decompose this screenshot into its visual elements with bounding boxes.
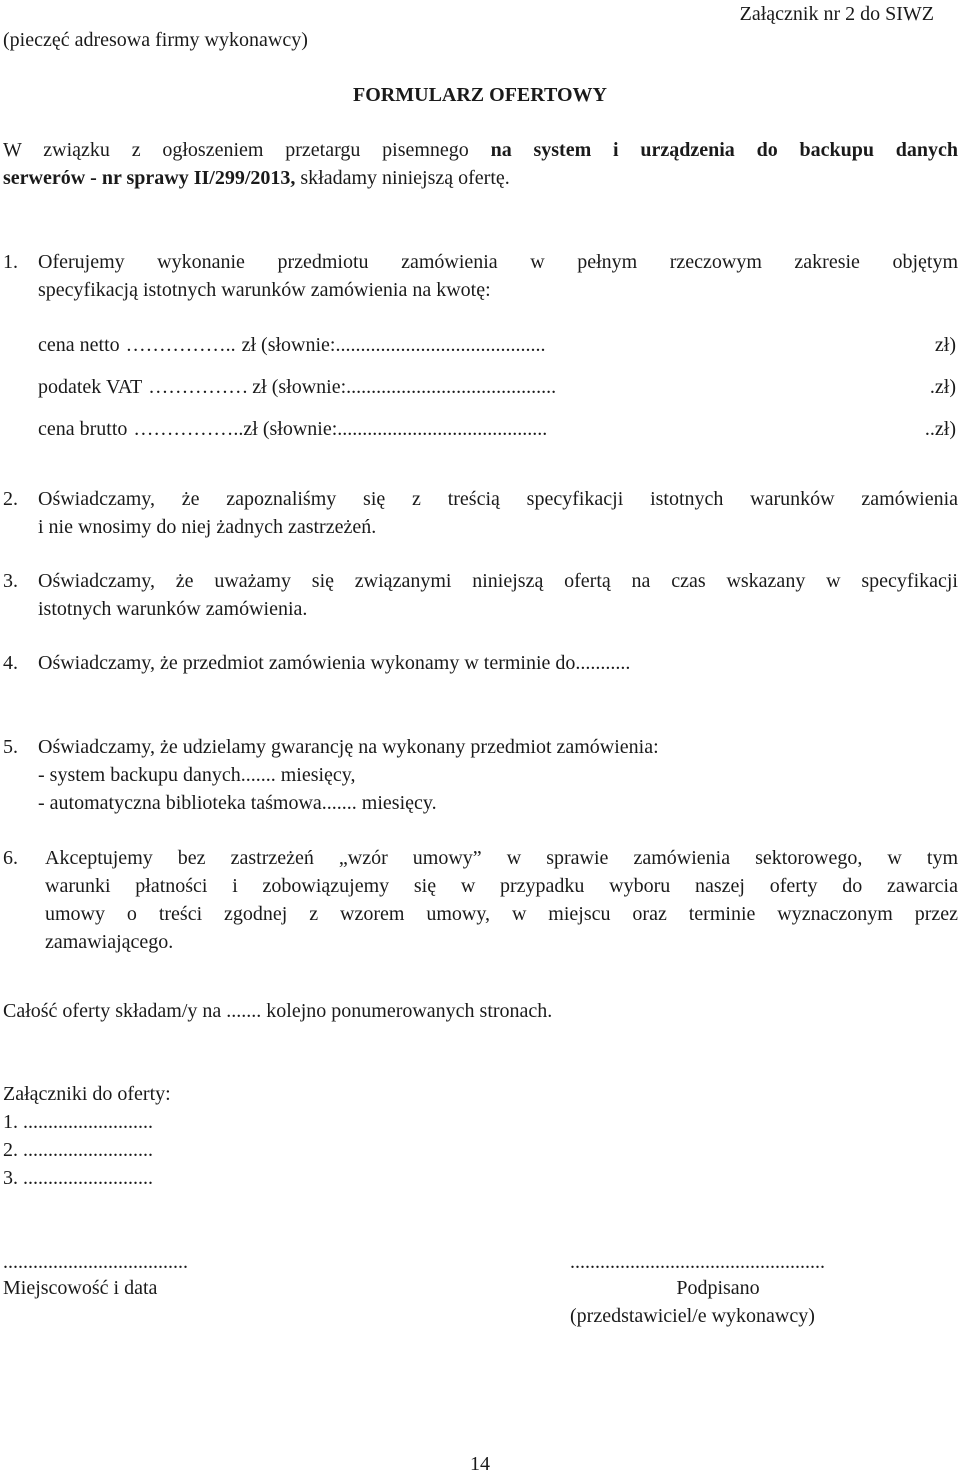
point-2-line-2: i nie wnosimy do niej żadnych zastrzeżeń.	[38, 516, 377, 538]
intro-line-1	[3, 136, 958, 164]
price-gap: ……………..	[125, 334, 236, 356]
place-date-dots: .....................................	[3, 1251, 188, 1273]
price-row-netto	[38, 331, 956, 359]
price-words-field: ..........................................	[346, 376, 557, 398]
intro-bold-2: serwerów - nr sprawy II/299/2013,	[3, 167, 296, 189]
price-words-field: ..........................................	[337, 418, 548, 440]
price-end: ..zł)	[924, 418, 956, 440]
attachments-title: Załączniki do oferty:	[3, 1083, 171, 1105]
point-5-number: 5.	[3, 736, 18, 758]
price-unit: zł (słownie:	[252, 376, 347, 398]
point-2-number: 2.	[3, 488, 18, 510]
place-date-label: Miejscowość i data	[3, 1277, 158, 1299]
point-5-line-2: - system backupu danych....... miesięcy,	[38, 764, 356, 786]
price-unit: zł (słownie:	[241, 334, 336, 356]
point-6-line-2: warunki płatności i zobowiązujemy się w przypadku wyboru naszej oferty do zawarcia	[45, 875, 958, 897]
page-number: 14	[470, 1453, 490, 1475]
point-4-line-1: Oświadczamy, że przedmiot zamówienia wykonamy w terminie do...........	[38, 652, 631, 674]
price-label: cena brutto	[38, 418, 128, 440]
price-row-vat	[38, 373, 956, 401]
point-1-line-2: specyfikacją istotnych warunków zamówienia na kwotę:	[38, 279, 491, 301]
attachment-item-3: 3. ..........................	[3, 1167, 153, 1189]
intro-text-1: W związku z ogłoszeniem przetargu pisemnego	[3, 139, 469, 161]
point-3-line-2: istotnych warunków zamówienia.	[38, 598, 308, 620]
attachment-item-1: 1. ..........................	[3, 1111, 153, 1133]
point-4-number: 4.	[3, 652, 18, 674]
signature-dots: ...................................................	[570, 1251, 825, 1273]
price-label: cena netto	[38, 334, 120, 356]
point-3-number: 3.	[3, 570, 18, 592]
price-gap: ……………	[148, 376, 249, 398]
point-6-line-3: umowy o treści zgodnej z wzorem umowy, w miejscu oraz terminie wyznaczonym przez	[45, 903, 958, 925]
price-end: .zł)	[929, 376, 956, 398]
price-label: podatek VAT	[38, 376, 143, 398]
intro-bold-1: na system i urządzenia do backupu danych	[490, 139, 959, 161]
point-5-line-1: Oświadczamy, że udzielamy gwarancję na wykonany przedmiot zamówienia:	[38, 736, 659, 758]
signer-role-label: (przedstawiciel/e wykonawcy)	[570, 1305, 815, 1327]
price-end: zł)	[934, 334, 956, 356]
price-words-field: ..........................................	[335, 334, 546, 356]
point-1-number: 1.	[3, 251, 18, 273]
signed-label: Podpisano	[676, 1277, 760, 1299]
intro-line-2	[3, 164, 510, 192]
price-gap: ……………..	[133, 418, 244, 440]
point-6-line-1: Akceptujemy bez zastrzeżeń „wzór umowy” w sprawie zamówienia sektorowego, w tym	[45, 847, 958, 869]
point-6-line-4: zamawiającego.	[45, 931, 174, 953]
attachment-item-2: 2. ..........................	[3, 1139, 153, 1161]
company-stamp-label: (pieczęć adresowa firmy wykonawcy)	[3, 29, 308, 51]
price-row-brutto	[38, 415, 956, 443]
point-2-line-1: Oświadczamy, że zapoznaliśmy się z treścią specyfikacji istotnych warunków zamówienia	[38, 488, 958, 510]
annex-label: Załącznik nr 2 do SIWZ	[739, 3, 934, 25]
point-1-line-1: Oferujemy wykonanie przedmiotu zamówienia w pełnym rzeczowym zakresie objętym	[38, 251, 958, 273]
page-title: FORMULARZ OFERTOWY	[353, 84, 607, 106]
point-3-line-1: Oświadczamy, że uważamy się związanymi niniejszą ofertą na czas wskazany w specyfikacji	[38, 570, 958, 592]
point-5-line-3: - automatyczna biblioteka taśmowa....... miesięcy.	[38, 792, 437, 814]
point-6-number: 6.	[3, 847, 18, 869]
intro-text-2: składamy niniejszą ofertę.	[300, 167, 510, 189]
pages-statement: Całość oferty składam/y na ....... kolejno ponumerowanych stronach.	[3, 1000, 553, 1022]
price-unit: zł (słownie:	[243, 418, 338, 440]
